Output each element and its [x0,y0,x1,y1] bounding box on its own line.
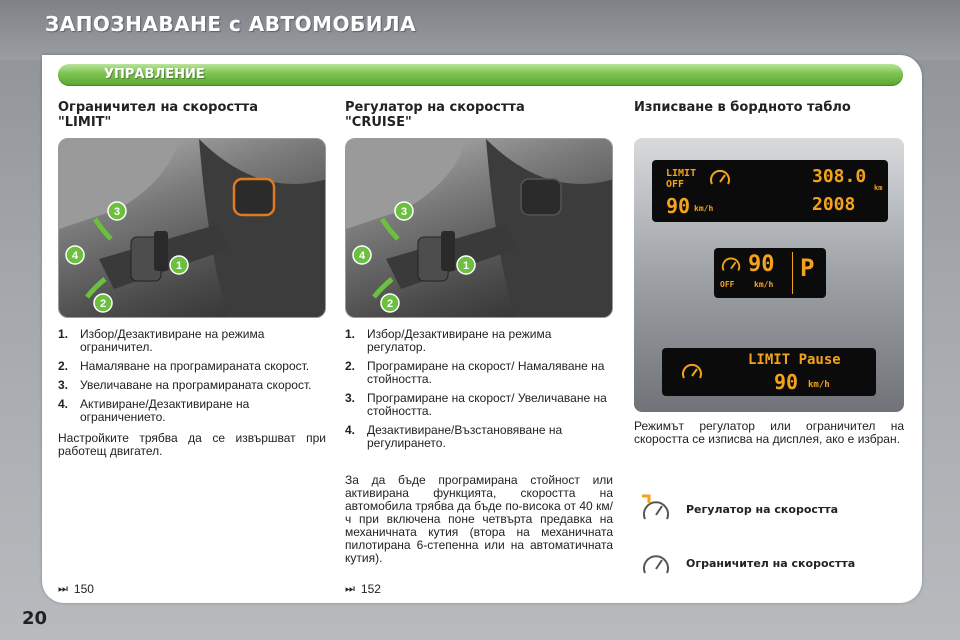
limiter-lever-photo [58,138,326,318]
speed-limiter-icon [640,548,672,578]
limiter-page-ref[interactable] [58,582,94,596]
legend-limiter [640,548,855,578]
item-text: Дезактивиране/Възстановяване на регулирането. [367,423,563,450]
display-1-off-label: OFF [666,179,685,190]
display-1-limit [666,168,696,190]
list-item [58,328,326,354]
display-1 [652,160,888,222]
callout-4 [353,246,371,264]
item-text: Увеличаване на програмираната скорост. [80,378,312,392]
limiter-lever-illustration [59,139,326,318]
display-2-off-label: OFF [720,280,735,289]
callout-2-label: 2 [99,298,107,310]
callout-2-label: 2 [386,298,394,310]
cruise-lever-photo [345,138,613,318]
callout-2 [94,294,112,312]
chapter-title: ЗАПОЗНАВАНЕ с АВТОМОБИЛА [45,12,417,36]
page-ref-number: 150 [73,582,94,596]
list-item [345,360,613,386]
legend-limiter-label: Ограничител на скоростта [686,556,856,570]
callout-2 [381,294,399,312]
cruise-page-ref[interactable] [345,582,381,596]
item-number: 2. [345,359,356,373]
list-item [58,398,326,424]
display-1-odo-unit: km [874,184,883,192]
list-item [345,424,613,450]
item-number: 1. [58,327,69,341]
limiter-title [58,100,258,130]
display-3-unit: km/h [808,380,830,390]
item-number: 4. [345,423,356,437]
item-text: Избор/Дезактивиране на режима ограничител. [80,327,265,354]
display-3-speed: 90 [774,370,799,394]
display-1-trip: 2008 [812,194,856,215]
callout-4 [66,246,84,264]
display-2-gear-mode: P [800,254,815,282]
cruise-steps [345,328,613,456]
list-item [58,379,326,392]
page-number: 20 [22,608,48,629]
section-label: УПРАВЛЕНИЕ [104,67,205,82]
page-ref-icon: ⏭ [345,582,355,595]
cruise-title-line2: "CRUISE" [345,115,412,130]
display-title: Изписване в бордното табло [634,100,851,115]
callout-3 [395,202,413,220]
display-2-speed: 90 [748,252,775,277]
limiter-note: Настройките трябва да се извършват при работещ двигател. [58,431,326,458]
legend-cruise [640,494,838,524]
display-1-unit: km/h [694,204,714,213]
arrow-up-icon [95,219,111,239]
cruise-control-icon [720,254,742,276]
display-2 [714,248,826,298]
limiter-title-line1: Ограничител на скоростта [58,100,258,115]
item-number: 3. [345,391,356,405]
display-3 [662,348,876,396]
display-2-divider [792,252,793,294]
instrument-panel-photo [634,138,904,412]
callout-3 [108,202,126,220]
display-1-limit-label: LIMIT [666,168,697,179]
list-item [58,360,326,373]
limiter-title-line2: "LIMIT" [58,115,112,130]
item-text: Програмиране на скорост/ Намаляване на стойността. [367,359,605,386]
callout-3-label: 3 [113,206,121,218]
item-number: 2. [58,359,69,373]
callout-3-label: 3 [400,206,408,218]
arrow-up-icon [382,219,398,239]
display-2-unit: km/h [754,280,774,289]
display-1-odometer: 308.0 [812,166,867,187]
callout-4-label: 4 [71,250,79,262]
callout-1-label: 1 [462,260,470,272]
page-ref-number: 152 [360,582,381,596]
cruise-control-icon [640,494,672,524]
list-item [345,392,613,418]
display-3-status: LIMIT Pause [748,352,841,368]
item-text: Активиране/Дезактивиране на ограничението. [80,397,250,424]
callout-1-label: 1 [175,260,183,272]
speed-limiter-icon [708,166,732,190]
callout-1 [457,256,475,274]
legend-cruise-label: Регулатор на скоростта [686,502,839,516]
display-description: Режимът регулатор или ограничител на скоростта се изписва на дисплея, ако е избран. [634,419,904,446]
cruise-lever-illustration [346,139,613,318]
speed-limiter-icon [680,360,704,384]
cruise-note: За да бъде програмирана стойност или активирана функцията, скоростта на автомобила трябва да бъде по-висока от 40 км/ч при включена поне четвърта предавка на механичната кутия (втора на механичната пилотирана 6-степенна или на автоматичната кутия). [345,473,613,565]
item-number: 1. [345,327,356,341]
cruise-title [345,100,525,130]
cruise-title-line1: Регулатор на скоростта [345,100,525,115]
item-text: Намаляване на програмираната скорост. [80,359,310,373]
item-text: Избор/Дезактивиране на режима регулатор. [367,327,552,354]
item-text: Програмиране на скорост/ Увеличаване на стойността. [367,391,607,418]
item-number: 3. [58,378,69,392]
callout-1 [170,256,188,274]
limiter-steps [58,328,326,430]
item-number: 4. [58,397,69,411]
page-ref-icon: ⏭ [58,582,68,595]
callout-4-label: 4 [358,250,366,262]
list-item [345,328,613,354]
display-1-speed: 90 [666,194,691,218]
